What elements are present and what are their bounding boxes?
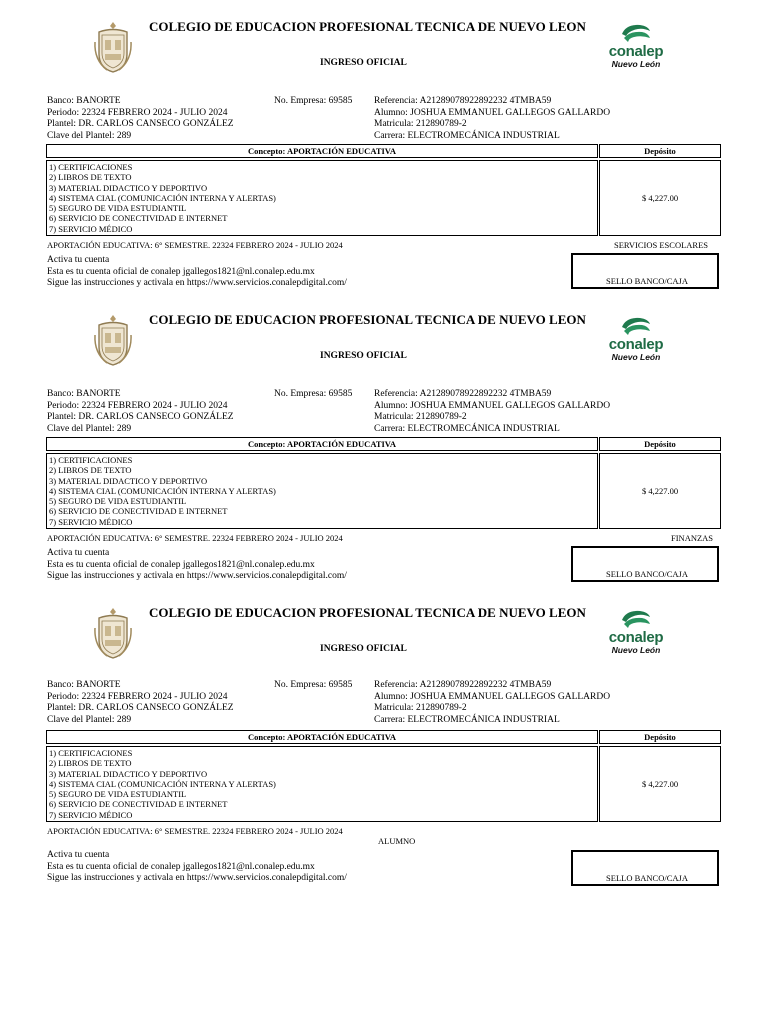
campus: Plantel: DR. CARLOS CANSECO GONZÁLEZ xyxy=(47,703,234,713)
list-item: 5) SEGURO DE VIDA ESTUDIANTIL xyxy=(49,789,187,800)
concept-items xyxy=(46,453,598,529)
deposit-amount: $ 4,227.00 xyxy=(599,746,721,822)
list-item: 2) LIBROS DE TEXTO xyxy=(49,758,132,769)
student-name: Alumno: JOSHUA EMMANUEL GALLEGOS GALLARDO xyxy=(374,691,611,702)
list-item: 3) MATERIAL DIDACTICO Y DEPORTIVO xyxy=(49,768,208,779)
reference: Referencia: A21289078922892232 4TMBA59 xyxy=(374,389,552,399)
activation-email: Esta es tu cuenta oficial de conalep jgallegos1821@nl.conalep.edu.mx xyxy=(47,559,315,570)
campus: Plantel: DR. CARLOS CANSECO GONZÁLEZ xyxy=(47,119,234,129)
document-subtitle: INGRESO OFICIAL xyxy=(320,351,407,361)
payment-description: APORTACIÓN EDUCATIVA: 6° SEMESTRE. 22324 FEBRERO 2024 - JULIO 2024 xyxy=(47,826,343,836)
account-activation xyxy=(47,850,347,885)
list-item: 3) MATERIAL DIDACTICO Y DEPORTIVO xyxy=(49,475,208,486)
list-item: 6) SERVICIO DE CONECTIVIDAD E INTERNET xyxy=(49,213,228,224)
list-item: 6) SERVICIO DE CONECTIVIDAD E INTERNET xyxy=(49,799,228,810)
list-item: 7) SERVICIO MÉDICO xyxy=(49,223,133,234)
list-item: 4) SISTEMA CIAL (COMUNICACIÓN INTERNA Y ALERTAS) xyxy=(49,778,276,789)
activation-title: Activa tu cuenta xyxy=(47,255,110,265)
list-item: 5) SEGURO DE VIDA ESTUDIANTIL xyxy=(49,203,187,214)
payment-slip-alumno xyxy=(0,586,768,883)
campus-code: Clave del Plantel: 289 xyxy=(47,130,132,141)
student-info xyxy=(374,96,610,142)
stamp-label: SELLO BANCO/CAJA xyxy=(606,873,688,883)
concept-header: Concepto: APORTACIÓN EDUCATIVA xyxy=(46,730,598,744)
list-item: 1) CERTIFICACIONES xyxy=(49,162,133,172)
conalep-mark-icon xyxy=(604,22,668,44)
state-crest-icon xyxy=(93,606,133,660)
concept-header: Concepto: APORTACIÓN EDUCATIVA xyxy=(46,437,598,451)
logo-wordmark: conalep xyxy=(608,629,664,646)
conalep-logo xyxy=(604,608,668,656)
concept-header: Concepto: APORTACIÓN EDUCATIVA xyxy=(46,144,598,158)
list-item: 5) SEGURO DE VIDA ESTUDIANTIL xyxy=(49,496,187,507)
concept-items xyxy=(46,160,598,236)
bank-info xyxy=(47,680,234,726)
student-info xyxy=(374,389,610,435)
activation-link: Sigue las instrucciones y activala en https://www.servicios.conalepdigital.com/ xyxy=(47,571,347,581)
activation-link: Sigue las instrucciones y activala en https://www.servicios.conalepdigital.com/ xyxy=(47,278,347,288)
career: Carrera: ELECTROMECÁNICA INDUSTRIAL xyxy=(374,423,560,434)
campus: Plantel: DR. CARLOS CANSECO GONZÁLEZ xyxy=(47,412,234,422)
activation-title: Activa tu cuenta xyxy=(47,548,110,558)
list-item: 2) LIBROS DE TEXTO xyxy=(49,465,132,476)
bank-name: Banco: BANORTE xyxy=(47,389,121,399)
conalep-mark-icon xyxy=(604,315,668,337)
enrollment: Matricula: 212890789-2 xyxy=(374,703,467,713)
enrollment: Matricula: 212890789-2 xyxy=(374,412,467,422)
activation-link: Sigue las instrucciones y activala en https://www.servicios.conalepdigital.com/ xyxy=(47,873,347,883)
concept-items xyxy=(46,746,598,822)
list-item: 1) CERTIFICACIONES xyxy=(49,748,133,758)
state-crest-icon xyxy=(93,313,133,367)
deposit-header: Depósito xyxy=(599,144,721,158)
list-item: 4) SISTEMA CIAL (COMUNICACIÓN INTERNA Y ALERTAS) xyxy=(49,485,276,496)
document-subtitle: INGRESO OFICIAL xyxy=(320,58,407,68)
deposit-amount: $ 4,227.00 xyxy=(599,453,721,529)
student-info xyxy=(374,680,610,726)
company-number: No. Empresa: 69585 xyxy=(274,389,353,399)
institution-title: COLEGIO DE EDUCACION PROFESIONAL TECNICA DE NUEVO LEON xyxy=(149,605,586,620)
stamp-box xyxy=(571,546,719,582)
enrollment: Matricula: 212890789-2 xyxy=(374,119,467,129)
stamp-label: SELLO BANCO/CAJA xyxy=(606,276,688,286)
bank-name: Banco: BANORTE xyxy=(47,96,121,106)
logo-region: Nuevo León xyxy=(611,59,661,69)
logo-region: Nuevo León xyxy=(611,352,661,362)
bank-info xyxy=(47,389,234,435)
list-item: 6) SERVICIO DE CONECTIVIDAD E INTERNET xyxy=(49,506,228,517)
activation-title: Activa tu cuenta xyxy=(47,850,110,860)
deposit-amount: $ 4,227.00 xyxy=(599,160,721,236)
document-subtitle: INGRESO OFICIAL xyxy=(320,644,407,654)
logo-wordmark: conalep xyxy=(608,43,664,60)
campus-code: Clave del Plantel: 289 xyxy=(47,714,132,725)
stamp-box xyxy=(571,253,719,289)
activation-email: Esta es tu cuenta oficial de conalep jgallegos1821@nl.conalep.edu.mx xyxy=(47,266,315,277)
bank-info xyxy=(47,96,234,142)
conalep-mark-icon xyxy=(604,608,668,630)
account-activation xyxy=(47,548,347,583)
company-number: No. Empresa: 69585 xyxy=(274,680,353,690)
list-item: 4) SISTEMA CIAL (COMUNICACIÓN INTERNA Y ALERTAS) xyxy=(49,192,276,203)
deposit-header: Depósito xyxy=(599,730,721,744)
career: Carrera: ELECTROMECÁNICA INDUSTRIAL xyxy=(374,130,560,141)
payment-description: APORTACIÓN EDUCATIVA: 6° SEMESTRE. 22324 FEBRERO 2024 - JULIO 2024 xyxy=(47,533,343,543)
logo-region: Nuevo León xyxy=(611,645,661,655)
logo-wordmark: conalep xyxy=(608,336,664,353)
campus-code: Clave del Plantel: 289 xyxy=(47,423,132,434)
activation-email: Esta es tu cuenta oficial de conalep jgallegos1821@nl.conalep.edu.mx xyxy=(47,861,315,872)
copy-label: FINANZAS xyxy=(671,533,714,543)
student-name: Alumno: JOSHUA EMMANUEL GALLEGOS GALLARDO xyxy=(374,107,611,118)
payment-description: APORTACIÓN EDUCATIVA: 6° SEMESTRE. 22324 FEBRERO 2024 - JULIO 2024 xyxy=(47,240,343,250)
stamp-label: SELLO BANCO/CAJA xyxy=(606,569,688,579)
state-crest-icon xyxy=(93,20,133,74)
copy-label: SERVICIOS ESCOLARES xyxy=(614,240,709,250)
payment-slip-servicios-escolares xyxy=(0,0,768,292)
period: Periodo: 22324 FEBRERO 2024 - JULIO 2024 xyxy=(47,107,228,118)
list-item: 2) LIBROS DE TEXTO xyxy=(49,172,132,183)
conalep-logo xyxy=(604,315,668,363)
payment-slip-finanzas xyxy=(0,293,768,585)
account-activation xyxy=(47,255,347,290)
list-item: 7) SERVICIO MÉDICO xyxy=(49,809,133,820)
company-number: No. Empresa: 69585 xyxy=(274,96,353,106)
deposit-header: Depósito xyxy=(599,437,721,451)
list-item: 7) SERVICIO MÉDICO xyxy=(49,516,133,527)
list-item: 1) CERTIFICACIONES xyxy=(49,455,133,465)
bank-name: Banco: BANORTE xyxy=(47,680,121,690)
period: Periodo: 22324 FEBRERO 2024 - JULIO 2024 xyxy=(47,400,228,411)
institution-title: COLEGIO DE EDUCACION PROFESIONAL TECNICA DE NUEVO LEON xyxy=(149,312,586,327)
list-item: 3) MATERIAL DIDACTICO Y DEPORTIVO xyxy=(49,182,208,193)
career: Carrera: ELECTROMECÁNICA INDUSTRIAL xyxy=(374,714,560,725)
institution-title: COLEGIO DE EDUCACION PROFESIONAL TECNICA DE NUEVO LEON xyxy=(149,19,586,34)
student-name: Alumno: JOSHUA EMMANUEL GALLEGOS GALLARDO xyxy=(374,400,611,411)
period: Periodo: 22324 FEBRERO 2024 - JULIO 2024 xyxy=(47,691,228,702)
conalep-logo xyxy=(604,22,668,70)
stamp-box xyxy=(571,850,719,886)
reference: Referencia: A21289078922892232 4TMBA59 xyxy=(374,680,552,690)
reference: Referencia: A21289078922892232 4TMBA59 xyxy=(374,96,552,106)
copy-label: ALUMNO xyxy=(378,836,416,846)
